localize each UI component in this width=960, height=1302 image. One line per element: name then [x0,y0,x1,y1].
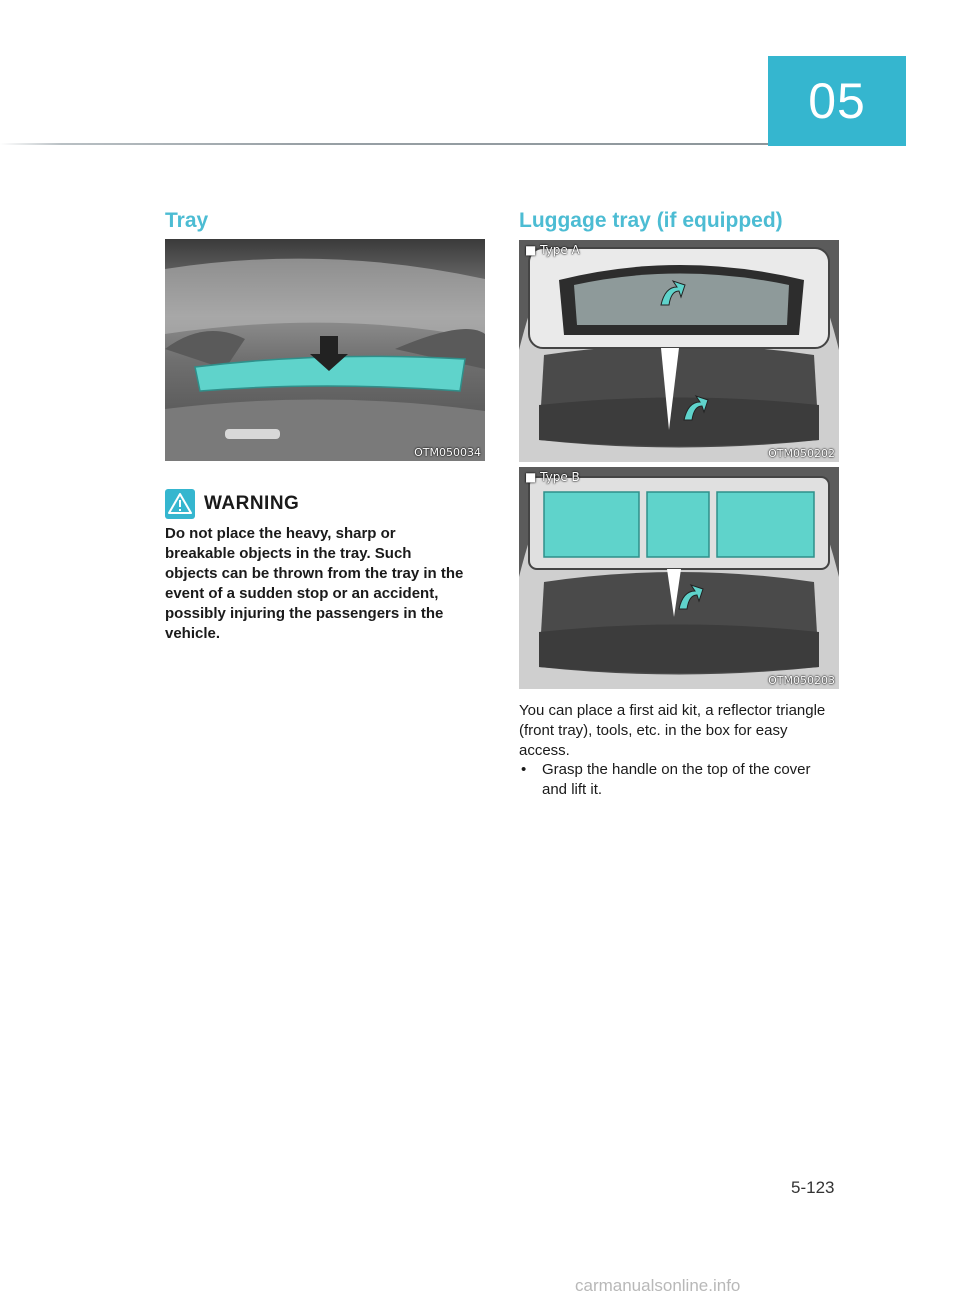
luggage-paragraph: You can place a first aid kit, a reflector triangle (front tray), tools, etc. in the box for easy access. [519,702,826,759]
luggage-bullet-item [519,760,839,800]
warning-text: Do not place the heavy, sharp or breakable objects in the tray. Such objects can be thrown from the tray in the event of a sudden stop or an accident, possibly injuring the passengers in the vehicle. [165,525,464,642]
bullet-marker: • [521,761,527,778]
page-number: 5-123 [791,1178,835,1197]
watermark: carmanualsonline.info [575,1276,741,1295]
warning-icon [165,489,195,519]
luggage-figure-type-a [519,240,839,462]
type-b-illustration [519,467,839,689]
dashboard-tray-illustration [165,239,485,461]
luggage-section-title: Luggage tray (if equipped) [519,209,783,232]
warning-title: WARNING [204,493,300,514]
chapter-number: 05 [808,73,866,129]
tray-figure [165,239,485,461]
tray-figure-code: OTM050034 [414,446,481,459]
type-b-label: ■ Type B [525,470,580,484]
luggage-figure-type-b [519,467,839,689]
tray-section-title: Tray [165,209,209,232]
type-b-figure-code: OTM050203 [768,674,835,687]
type-a-illustration [519,240,839,462]
type-a-figure-code: OTM050202 [768,447,835,460]
bullet-text: Grasp the handle on the top of the cover and lift it. [542,761,811,798]
type-a-label: ■ Type A [525,243,580,257]
warning-heading [165,489,299,519]
header-rule [0,143,768,145]
chapter-tab [768,56,906,146]
